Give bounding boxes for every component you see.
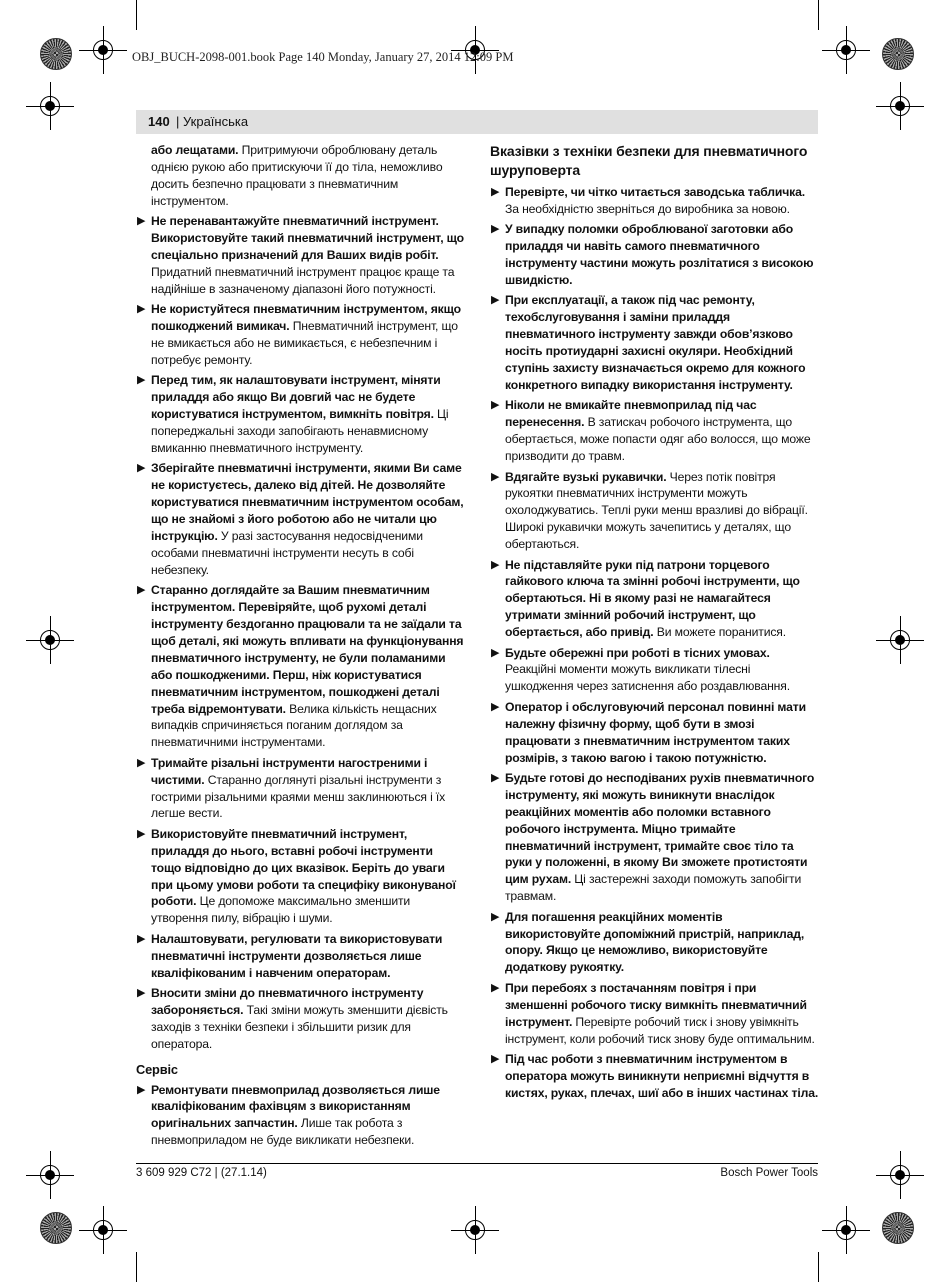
- bullet-triangle-icon: ▶: [491, 223, 500, 236]
- bullet-triangle-icon: ▶: [491, 700, 500, 713]
- bullet-triangle-icon: ▶: [137, 987, 146, 999]
- list-item-text: В затискач робочого інструмента, що обертається, може попасти одяг або волосся, що може призводити до травм.: [505, 415, 811, 464]
- right-column: [490, 142, 820, 1105]
- list-item-bold: Будьте обережні при роботі в тісних умовах.: [505, 645, 770, 660]
- list-item-text: Старанно доглянуті різальні інструменти з гострими різальними краями менш заклинюються і їх легше вести.: [151, 772, 446, 821]
- list-item: [136, 372, 464, 457]
- list-item-text: Велика кількість нещасних випадків спричиняється поганим доглядом за пневматичними інструментами.: [151, 701, 437, 750]
- print-slug: OBJ_BUCH-2098-001.book Page 140 Monday, January 27, 2014 12:09 PM: [132, 50, 514, 64]
- list-item: [136, 582, 464, 751]
- list-item-bold: Вносити зміни до пневматичного інструменту забороняється.: [151, 986, 424, 1017]
- bullet-triangle-icon: ▶: [491, 558, 500, 571]
- list-item: [490, 292, 820, 393]
- bullet-triangle-icon: ▶: [137, 827, 146, 840]
- list-item-bold: Вдягайте вузькі рукавички.: [505, 469, 667, 484]
- list-item: [136, 755, 464, 823]
- trim-line: [818, 1252, 819, 1282]
- list-item-text: Перевірте робочий тиск і знову увімкніть інструмент, коли робочий тиск знову буде оптимальним.: [505, 1014, 815, 1046]
- list-item-text: Лише так робота з пневмоприладом не буде викликати небезпеки.: [151, 1116, 415, 1148]
- trim-line: [136, 0, 137, 30]
- list-item-bold: Налаштовувати, регулювати та використовувати пневматичні інструменти дозволяється лише кваліфікованим і навченим операторам.: [151, 931, 443, 980]
- bullet-triangle-icon: ▶: [137, 215, 146, 228]
- registration-star-mark: [40, 1212, 72, 1244]
- service-list: [136, 1082, 464, 1150]
- list-item-bold: Перевірте, чи чітко читається заводська табличка.: [505, 185, 805, 199]
- list-item-text: Пневматичний інструмент, що не вмикається або не вимикається, є небезпечним і потребує ремонту.: [151, 319, 458, 367]
- list-item-text: Такі зміни можуть зменшити дієвість заходів з техніки безпеки і збільшити ризик для оператора.: [151, 1002, 448, 1051]
- list-item-bold: У випадку поломки оброблюваної заготовки або приладдя чи навіть самого пневматичного інструменту частини можуть розлітатися з високою швидкістю.: [505, 222, 814, 288]
- list-item: [490, 980, 820, 1048]
- list-item-bold: Перед тим, як налаштовувати інструмент, міняти приладдя або якщо Ви довгий час не будете користуватися інструментом, вимкніть повітря.: [151, 373, 441, 422]
- list-item-bold: Тримайте різальні інструменти нагостреними і чистими.: [151, 755, 428, 787]
- list-item-bold: Не перенавантажуйте пневматичний інструмент. Використовуйте такий пневматичний інструмент, що спеціально призначений для Ваших видів робіт.: [151, 214, 464, 262]
- list-item-text: У разі застосування недосвідченими особами пневматичні інструменти несуть в собі небезпеку.: [151, 528, 423, 577]
- section-heading: Вказівки з техніки безпеки для пневматичного шуруповерта: [490, 143, 808, 178]
- list-item: [490, 184, 820, 218]
- list-item: [490, 469, 820, 554]
- bullet-triangle-icon: ▶: [491, 1052, 500, 1065]
- list-item-text: Реакційні моменти можуть викликати тілесні ушкодження через затиснення або роздавлювання.: [505, 662, 790, 694]
- list-item: [136, 213, 464, 298]
- bullet-triangle-icon: ▶: [137, 584, 146, 597]
- list-item-text: Це допоможе максимально зменшити утворення пилу, вібрацію і шуми.: [151, 894, 411, 926]
- list-item-bold: Ремонтувати пневмоприлад дозволяється лише кваліфікованим фахівцям з використанням оригінальних запчастин.: [151, 1082, 440, 1131]
- list-item-bold: Не підставляйте руки під патрони торцевого гайкового ключа та змінні робочі інструменти, що обертаються. Ні в якому разі не намагайтеся утримати змінний робочий інструмент, що обертається, або привід.: [505, 557, 800, 640]
- registration-star-mark: [882, 38, 914, 70]
- registration-star-mark: [882, 1212, 914, 1244]
- screwdriver-safety-list: [490, 184, 820, 1102]
- list-item: [136, 985, 464, 1053]
- safety-list: [136, 213, 464, 1053]
- bullet-triangle-icon: ▶: [137, 303, 146, 316]
- list-item: [136, 460, 464, 578]
- list-item-bold: Не користуйтеся пневматичним інструментом, якщо пошкоджений вимикач.: [151, 302, 461, 334]
- trim-line: [818, 0, 819, 30]
- bullet-triangle-icon: ▶: [137, 756, 146, 769]
- page-number: 140: [148, 114, 170, 129]
- list-item-text: Придатний пневматичний інструмент працює краще та надійніше в зазначеному діапазоні його потужності.: [151, 264, 455, 296]
- list-item-bold: При експлуатації, а також під час ремонту, техобслуговування і заміни приладдя пневматичного інструменту завжди обов’язково носіть протиударні захисні окуляри. Необхідний ступінь захисту визначається окремо для кожного конкретного випадку використання інструменту.: [505, 293, 806, 392]
- list-item: [136, 301, 464, 369]
- list-item: [490, 557, 820, 642]
- list-item-text: Через потік повітря рукоятки пневматичних інструменти можуть охолоджуватись. Теплі руки менш вразливі до вібрації. Широкі рукавички можуть зачепитись у деталях, що обертаються.: [505, 469, 808, 552]
- bullet-triangle-icon: ▶: [491, 646, 500, 659]
- list-item-bold: При перебоях з постачанням повітря і при зменшенні робочого тиску вимкніть пневматичний інструмент.: [505, 980, 807, 1029]
- page-language: | Українська: [176, 114, 249, 129]
- list-item: [136, 826, 464, 927]
- list-item-text: За необхідністю зверніться до виробника за новою.: [505, 201, 790, 216]
- bullet-triangle-icon: ▶: [491, 910, 500, 923]
- list-item: [490, 909, 820, 977]
- bullet-triangle-icon: ▶: [137, 932, 146, 945]
- list-item: [490, 221, 820, 289]
- footer-rule: [136, 1163, 818, 1164]
- bullet-triangle-icon: ▶: [491, 470, 500, 483]
- list-item: [490, 699, 820, 767]
- continued-paragraph: або лещатами. Притримуючи оброблювану деталь однією рукою або притискуючи її до тіла, неможливо досить безпечно працювати з пневматичним інструментом.: [151, 143, 443, 208]
- bullet-triangle-icon: ▶: [491, 399, 500, 412]
- bullet-triangle-icon: ▶: [491, 771, 500, 784]
- list-item-bold: Оператор і обслуговуючий персонал повинні мати належну фізичну форму, щоб бути в змозі працювати з пневматичним інструментом таких розмірів, з такою вагою і такою потужністю.: [505, 699, 806, 765]
- bullet-triangle-icon: ▶: [137, 374, 146, 387]
- list-item: [136, 931, 464, 982]
- service-heading: Сервіс: [136, 1061, 178, 1077]
- footer-doc-number: 3 609 929 C72 | (27.1.14): [136, 1167, 267, 1179]
- bullet-triangle-icon: ▶: [137, 1083, 146, 1096]
- list-item-bold: Використовуйте пневматичний інструмент, приладдя до нього, вставні робочі інструменти тощо відповідно до цих вказівок. Беріть до уваги при цьому умови роботи та специфіку виконуваної роботи.: [151, 826, 456, 909]
- list-item-bold: Під час роботи з пневматичним інструментом в оператора можуть виникнути неприємні відчуття в кистях, руках, плечах, шиї або в інших частинах тіла.: [505, 1051, 819, 1100]
- list-item-bold: Будьте готові до несподіваних рухів пневматичного інструменту, які можуть виникнути внаслідок реакційних моментів або поломки вставного робочого інструмента. Міцно тримайте пневматичний інструмент, тримайте своє тіло та руки у положенні, в якому Ви зможете протистояти цим рухам.: [505, 770, 815, 887]
- list-item: [490, 645, 820, 696]
- list-item: [490, 397, 820, 465]
- list-item-bold: Зберігайте пневматичні інструменти, якими Ви саме не користуєтесь, далеко від дітей. Не дозволяйте користуватися пневматичним інструментом особам, що не знайомі з його роботою або не читали цю інструкцію.: [151, 461, 464, 543]
- list-item: [490, 1051, 820, 1102]
- list-item-bold: Старанно доглядайте за Вашим пневматичним інструментом. Перевіряйте, щоб рухомі деталі інструменту бездоганно працювали та не заїдали та щоб деталі, які можуть впливати на функціонування пневматичного інструменту, не були поламаними або пошкодженими. Перш, ніж користуватися пневматичним інструментом, пошкоджені деталі треба відремонтувати.: [151, 583, 464, 716]
- left-column: [136, 142, 464, 1153]
- list-item-text: Ці застережні заходи поможуть запобігти травмам.: [505, 872, 802, 904]
- list-item-text: Ви можете поранитися.: [653, 625, 786, 640]
- list-item: [136, 1082, 464, 1150]
- bullet-triangle-icon: ▶: [491, 981, 500, 994]
- bullet-triangle-icon: ▶: [137, 462, 146, 475]
- registration-star-mark: [40, 38, 72, 70]
- trim-line: [136, 1252, 137, 1282]
- bullet-triangle-icon: ▶: [491, 186, 500, 198]
- footer-brand: Bosch Power Tools: [720, 1167, 818, 1179]
- list-item-bold: Ніколи не вмикайте пневмоприлад під час перенесення.: [505, 398, 757, 430]
- list-item: [490, 770, 820, 905]
- bullet-triangle-icon: ▶: [491, 294, 500, 307]
- list-item-text: Ці попереджальні заходи запобігають ненавмисному вмиканню пневматичного інструменту.: [151, 407, 449, 455]
- list-item-bold: Для погашення реакційних моментів використовуйте допоміжний пристрій, наприклад, опору. Якщо це неможливо, використовуйте додаткову рукоятку.: [505, 909, 805, 975]
